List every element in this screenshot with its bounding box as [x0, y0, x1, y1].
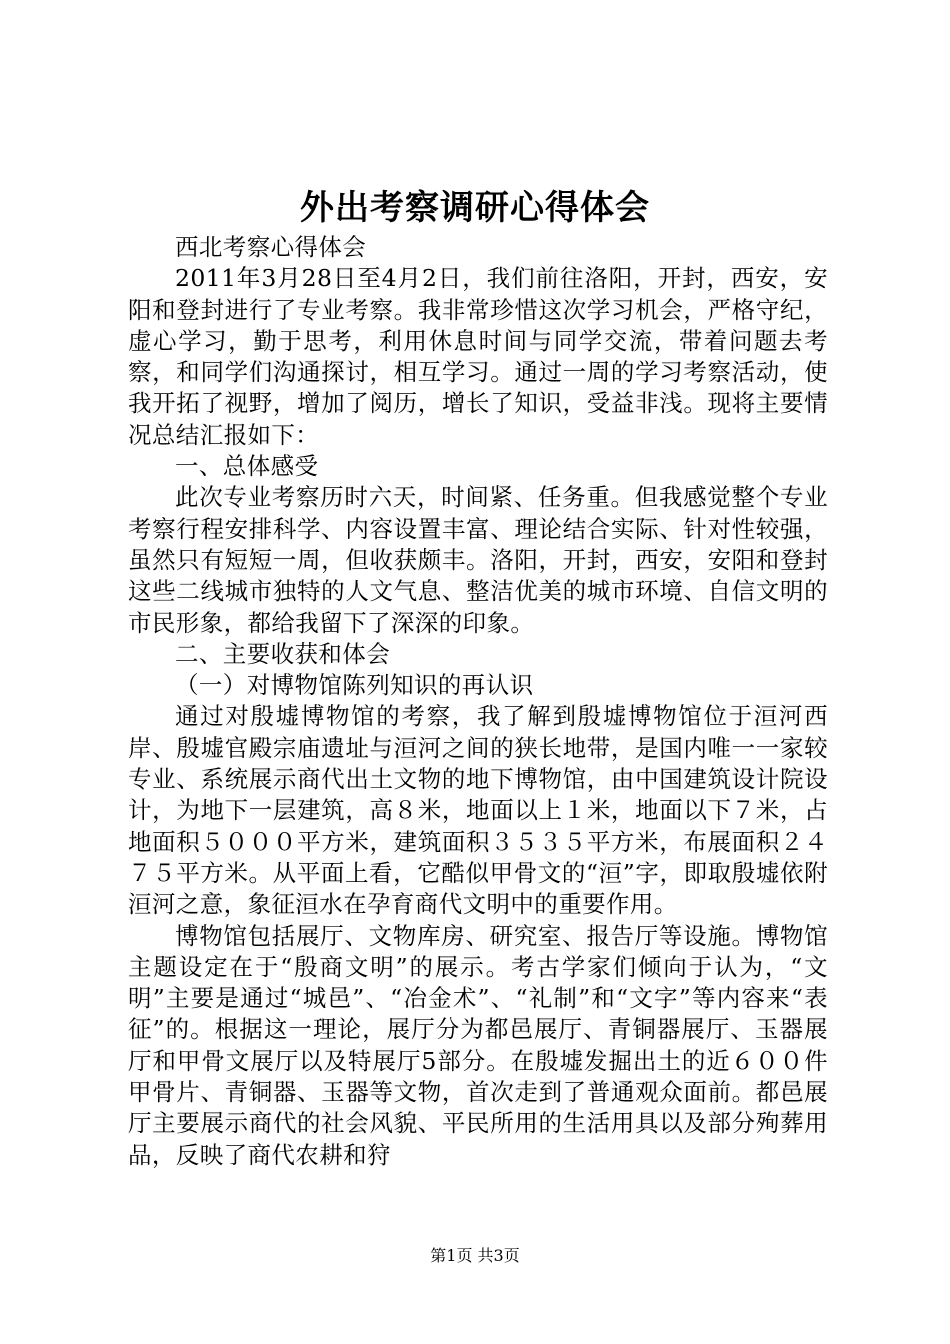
- subsection-heading-1: （一）对博物馆陈列知识的再认识: [175, 671, 534, 700]
- paragraph-intro: 2011年3月28日至4月2日，我们前往洛阳，开封，西安，安阳和登封进行了专业考察。我非常珍惜这次学习机会，严格守纪，虚心学习，勤于思考，利用休息时间与同学交流，带着问题去考察，和同学们沟通探讨，相互学习。通过一周的学习考察活动，使我开拓了视野，增加了阅历，增长了知识，受益非浅。现将主要情况总结汇报如下：: [128, 264, 828, 449]
- section-heading-2: 二、主要收获和体会: [175, 639, 391, 668]
- section-heading-1: 一、总体感受: [175, 452, 319, 481]
- paragraph-museum-facilities: 博物馆包括展厅、文物库房、研究室、报告厅等设施。博物馆主题设定在于“殷商文明”的展示。考古学家们倾向于认为，“文明”主要是通过“城邑”、“冶金术”、“礼制”和“文字”等内容来“表征”的。根据这一理论，展厅分为都邑展厅、青铜器展厅、玉器展厅和甲骨文展厅以及特展厅5部分。在殷墟发掘出土的近６００件甲骨片、青铜器、玉器等文物，首次走到了普通观众面前。都邑展厅主要展示商代的社会风貌、平民所用的生活用具以及部分殉葬用品，反映了商代农耕和狩: [128, 921, 828, 1169]
- paragraph-subtitle: 西北考察心得体会: [175, 233, 367, 261]
- document-title: 外出考察调研心得体会: [300, 188, 650, 228]
- paragraph-overall: 此次专业考察历时六天，时间紧、任务重。但我感觉整个专业考察行程安排科学、内容设置丰富、理论结合实际、针对性较强，虽然只有短短一周，但收获颇丰。洛阳，开封，西安，安阳和登封这些二线城市独特的人文气息、整洁优美的城市环境、自信文明的市民形象，都给我留下了深深的印象。: [128, 483, 828, 637]
- paragraph-museum-location: 通过对殷墟博物馆的考察，我了解到殷墟博物馆位于洹河西岸、殷墟官殿宗庙遗址与洹河之间的狭长地带，是国内唯一一家较专业、系统展示商代出土文物的地下博物馆，由中国建筑设计院设计，为地下一层建筑，高８米，地面以上１米，地面以下７米，占地面积５０００平方米，建筑面积３５３５平方米，布展面积２４７５平方米。从平面上看，它酷似甲骨文的“洹”字，即取殷墟依附洹河之意，象征洹水在孕育商代文明中的重要作用。: [128, 702, 828, 919]
- page-footer: 第1页 共3页: [430, 1246, 520, 1265]
- document-body: [128, 232, 828, 1171]
